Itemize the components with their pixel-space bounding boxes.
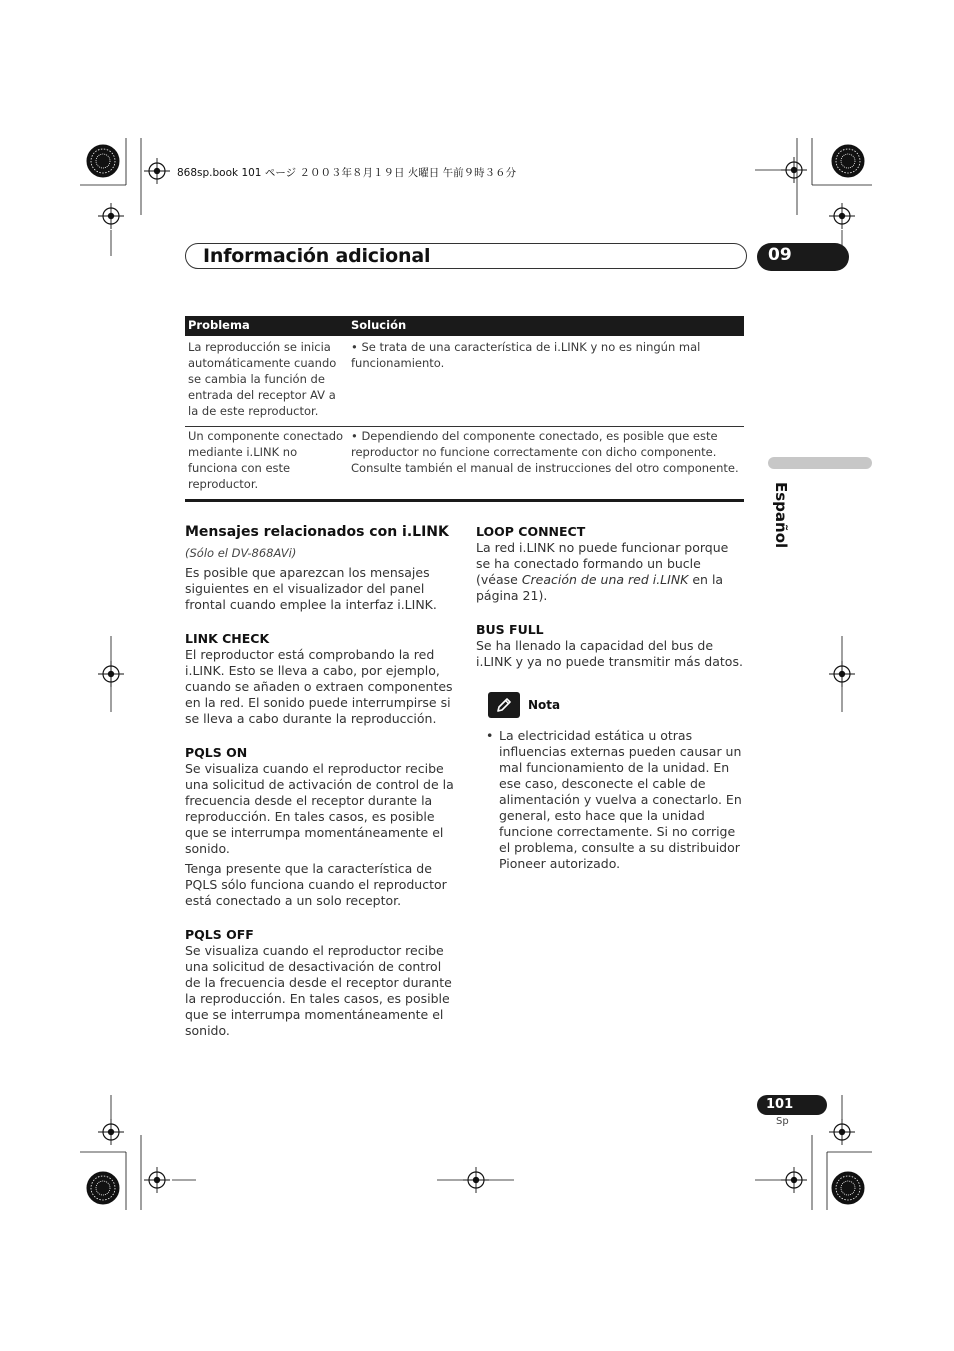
- messages-subtitle: (Sólo el DV-868AVi): [185, 546, 297, 560]
- starburst-mark-icon: [87, 145, 119, 177]
- registration-mark-icon: [98, 1119, 124, 1145]
- pqls-on-heading: PQLS ON: [185, 745, 248, 760]
- page-language-code: Sp: [776, 1116, 789, 1127]
- problem-cell: La reproducción se inicia automáticamente cuando se cambia la función de entrada del receptor AV a la de este reproductor.: [185, 336, 348, 427]
- link-check-heading: LINK CHECK: [185, 631, 270, 646]
- loop-connect-heading: LOOP CONNECT: [476, 524, 586, 539]
- column-header-solution: Solución: [348, 316, 744, 336]
- solution-cell: • Se trata de una característica de i.LINK y no es ningún mal funcionamiento.: [348, 336, 744, 427]
- starburst-mark-icon: [832, 1172, 864, 1204]
- messages-heading: Mensajes relacionados con i.LINK: [185, 524, 449, 540]
- section-title: Información adicional: [203, 245, 431, 267]
- table-row: [185, 336, 744, 427]
- loop-connect-text: La red i.LINK no puede funcionar porque se ha conectado formando un bucle (véase: [476, 540, 729, 587]
- starburst-mark-icon: [87, 1172, 119, 1204]
- loop-connect-reference: Creación de una red i.LINK: [521, 572, 689, 587]
- solution-cell: • Dependiendo del componente conectado, es posible que este reproductor no funcione correctamente con dicho componente. Consulte también el manual de instrucciones del otro componente.: [351, 429, 739, 475]
- language-tab-label: Español: [772, 482, 790, 549]
- registration-mark-icon: [144, 1167, 170, 1193]
- left-column: [185, 523, 455, 1039]
- registration-mark-icon: [829, 661, 855, 687]
- problem-cell: Un componente conectado mediante i.LINK no funciona con este reproductor.: [188, 429, 344, 491]
- registration-mark-icon: [829, 1119, 855, 1145]
- troubleshooting-table: [185, 316, 744, 497]
- right-column: [476, 523, 746, 872]
- loop-connect-text-end: en la página 21).: [476, 572, 724, 603]
- section-header: [185, 243, 747, 269]
- registration-mark-icon: [829, 203, 855, 229]
- page-number: 101: [757, 1095, 827, 1115]
- note-item: [476, 728, 746, 872]
- bus-full-body: Se ha llenado la capacidad del bus de i.LINK y ya no puede transmitir más datos.: [476, 638, 743, 669]
- messages-intro: Es posible que aparezcan los mensajes siguientes en el visualizador del panel frontal cuando emplee la interfaz i.LINK.: [185, 565, 437, 612]
- loop-connect-body: [476, 540, 746, 604]
- starburst-mark-icon: [832, 145, 864, 177]
- chapter-number: 09: [757, 243, 849, 271]
- note-header: [488, 692, 746, 718]
- pqls-off-heading: PQLS OFF: [185, 927, 254, 942]
- table-row: [185, 427, 744, 498]
- bullet-icon: •: [486, 728, 494, 743]
- language-tab-bar: [768, 457, 872, 469]
- table-header-row: [185, 316, 744, 336]
- registration-mark-icon: [144, 158, 170, 184]
- table-bottom-rule: [185, 499, 744, 502]
- registration-mark-icon: [781, 1167, 807, 1193]
- pqls-off-body: Se visualiza cuando el reproductor recibe una solicitud de desactivación de control de la frecuencia desde el receptor durante la reproducción. En tales casos, es posible que se interrumpa momentáneamente el sonido.: [185, 943, 452, 1038]
- link-check-body: El reproductor está comprobando la red i.LINK. Esto se lleva a cabo, por ejemplo, cuando se añaden o extraen componentes en la red. El sonido puede interrumpirse si se lleva a cabo durante la reproducción.: [185, 647, 453, 726]
- print-header: 868sp.book 101 ページ ２００３年８月１９日 火曜日 午前９時３６分: [177, 167, 517, 179]
- pqls-on-body-2: Tenga presente que la característica de PQLS sólo funciona cuando el reproductor está conectado a un solo receptor.: [185, 861, 447, 908]
- column-header-problem: Problema: [185, 316, 348, 336]
- note-text: La electricidad estática u otras influencias externas pueden causar un mal funcionamiento de la unidad. En ese caso, desconecte el cable de alimentación y vuelva a conectarlo. En general, esto hace que la unidad funcione correctamente. Si no corrige el problema, consulte a su distribuidor Pioneer autorizado.: [499, 728, 742, 871]
- registration-mark-icon: [98, 661, 124, 687]
- bus-full-heading: BUS FULL: [476, 622, 544, 637]
- registration-mark-icon: [463, 1167, 489, 1193]
- note-label: Nota: [528, 698, 561, 712]
- pqls-on-body: Se visualiza cuando el reproductor recibe una solicitud de activación de control de la frecuencia desde el receptor durante la reproducción. En tales casos, es posible que se interrumpa momentáneamente el sonido.: [185, 761, 454, 856]
- pencil-icon: [488, 692, 520, 718]
- registration-mark-icon: [781, 157, 807, 183]
- registration-mark-icon: [98, 203, 124, 229]
